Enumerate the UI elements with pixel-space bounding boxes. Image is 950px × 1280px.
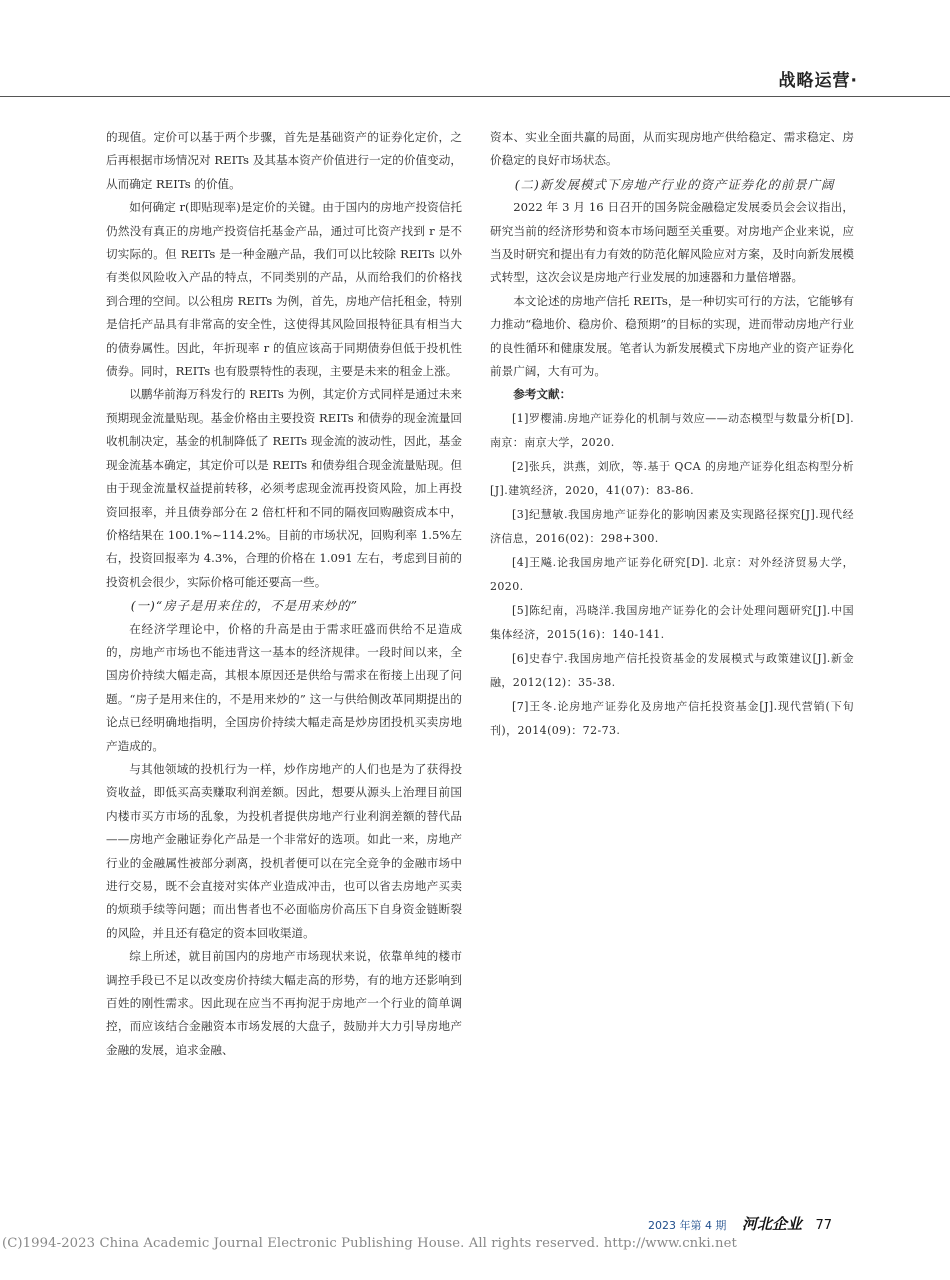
paragraph: 如何确定 r(即贴现率)是定价的关键。由于国内的房地产投资信托仍然没有真正的房地产投资信托基金产品，通过可比资产找到 r 是不切实际的。但 REITs 是一种金融产品，我们可以比较除 REITs 以外有类似风险收入产品的特点，不同类别的产品，从而给我们的价格找到合理的空间。以公租房 REITs 为例，首先，房地产信托租金，特别是信托产品具有非常高的安全性，这使得其风险回报特征具有相当大的债券属性。因此，年折现率 r 的值应该高于同期债券但低于投机性债券。同时，REITs 也有股票特性的表现，主要是未来的租金上涨。 [106,200,462,379]
copyright-notice: (C)1994-2023 China Academic Journal Electronic Publishing House. All rights reserved. http://www.cnki.net [2,1236,737,1251]
page-footer [648,1213,832,1234]
reference-item: [4]王飚.论我国房地产证券化研究[D]. 北京：对外经济贸易大学，2020. [490,555,854,593]
reference-item: [2]张兵，洪燕，刘欣，等.基于 QCA 的房地产证券化组态构型分析[J].建筑经济，2020，41(07)：83-86. [490,459,854,497]
reference-item: [6]史春宁.我国房地产信托投资基金的发展模式与政策建议[J].新金融，2012(12)：35-38. [490,651,854,689]
right-column [490,126,854,743]
paragraph: 综上所述，就目前国内的房地产市场现状来说，依靠单纯的楼市调控手段已不足以改变房价持续大幅走高的形势，有的地方还影响到百姓的刚性需求。因此现在应当不再拘泥于房地产一个行业的简单调控，而应该结合金融资本市场发展的大盘子，鼓励并大力引导房地产金融的发展，追求金融、 [106,949,462,1057]
section-heading: (一)“房子是用来住的，不是用来炒的” [130,598,358,614]
references-title: 参考文献： [513,387,572,402]
paragraph: 2022 年 3 月 16 日召开的国务院金融稳定发展委员会会议指出，研究当前的经济形势和资本市场问题至关重要。对房地产企业来说，应当及时研究和提出有力有效的防范化解风险应对方案，及时向新发展模式转型，这次会议是房地产行业发展的加速器和力量倍增器。 [490,200,854,285]
paragraph: 的现值。定价可以基于两个步骤，首先是基础资产的证券化定价，之后再根据市场情况对 REITs 及其基本资产价值进行一定的价值变动，从而确定 REITs 的价值。 [106,130,462,191]
left-column [106,126,462,1062]
page-number: 77 [815,1218,832,1233]
paragraph: 本文论述的房地产信托 REITs，是一种切实可行的方法，它能够有力推动“稳地价、稳房价、稳预期”的目标的实现，进而带动房地产行业的良性循环和健康发展。笔者认为新发展模式下房地产业的资产证券化前景广阔，大有可为。 [490,293,854,379]
reference-item: [7]王冬.论房地产证券化及房地产信托投资基金[J].现代营销(下旬刊)，2014(09)：72-73. [490,699,854,737]
paragraph: 与其他领域的投机行为一样，炒作房地产的人们也是为了获得投资收益，即低买高卖赚取利润差额。因此，想要从源头上治理目前国内楼市买方市场的乱象，为投机者提供房地产行业利润差额的替代品——房地产金融证券化产品是一个非常好的选项。如此一来，房地产行业的金融属性被部分剥离，投机者便可以在完全竞争的金融市场中进行交易，既不会直接对实体产业造成冲击，也可以省去房地产买卖的烦琐手续等问题；而出售者也不必面临房价高压下自身资金链断裂的风险，并且还有稳定的资本回收渠道。 [106,761,462,940]
paragraph: 在经济学理论中，价格的升高是由于需求旺盛而供给不足造成的，房地产市场也不能违背这一基本的经济规律。一段时间以来，全国房价持续大幅走高，其根本原因还是供给与需求在衔接上出现了问题。“房子是用来住的，不是用来炒的” 这一与供给侧改革同期提出的论点已经明确地指明，全国房价持续大幅走高是炒房团投机买卖房地产造成的。 [106,621,462,753]
paragraph: 资本、实业全面共赢的局面，从而实现房地产供给稳定、需求稳定、房价稳定的良好市场状态。 [490,130,854,168]
section-heading: (二)新发展模式下房地产行业的资产证券化的前景广阔 [514,176,835,192]
header-divider [0,96,950,97]
reference-item: [5]陈纪南，冯晓洋.我国房地产证券化的会计处理问题研究[J].中国集体经济，2015(16)：140-141. [490,603,854,641]
page-header-section-title: 战略运营· [778,71,858,91]
reference-item: [1]罗樱浦.房地产证券化的机制与效应——动态模型与数量分析[D].南京：南京大学，2020. [490,411,854,449]
issue-label: 2023 年第 4 期 [647,1219,727,1232]
magazine-logo: 河北企业 [741,1215,802,1233]
reference-item: [3]纪慧敏.我国房地产证券化的影响因素及实现路径探究[J].现代经济信息，2016(02)：298+300. [490,507,854,545]
paragraph: 以鹏华前海万科发行的 REITs 为例，其定价方式同样是通过未来预期现金流量贴现。基金价格由主要投资 REITs 和债券的现金流量回收机制决定，基金的机制降低了 REITs 现金流的波动性，因此，基金现金流基本确定，其定价可以是 REITs 和债券组合现金流量贴现。但由于现金流量权益提前转移，必须考虑现金流再投资风险，加上再投资回报率，并且债券部分在 2 倍杠杆和不同的隔夜回购融资成本中，价格结果在 100.1%~114.2%。目前的市场状况，回购利率 1.5%左右，投资回报率为 4.3%，合理的价格在 1.091 左右，考虑到目前的投资机会很少，实际价格可能还要高一些。 [106,387,462,589]
